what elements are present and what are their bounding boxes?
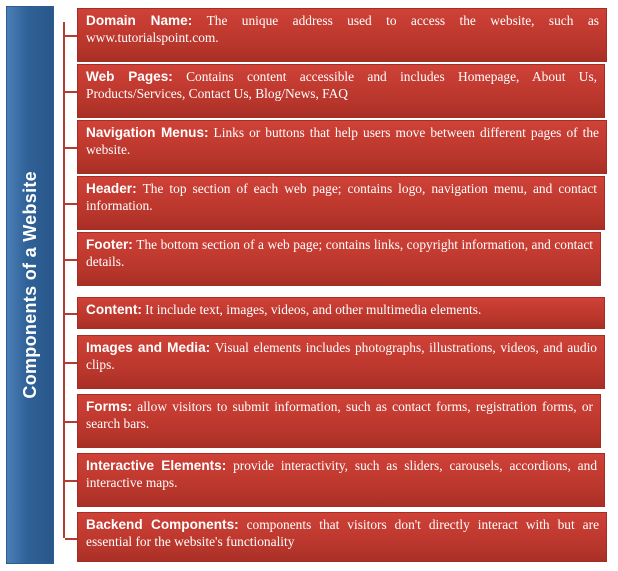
list-item [77, 176, 605, 230]
connector-tick [65, 538, 77, 540]
list-item-label: Web Pages: [86, 69, 173, 84]
diagram-title-bar [6, 6, 54, 564]
connector-tick [65, 362, 77, 364]
list-item [77, 232, 601, 286]
list-item [77, 335, 605, 389]
list-item-description: The bottom section of a web page; contains links, copyright information, and contact details. [86, 237, 594, 269]
list-item [77, 453, 605, 507]
connector-tick [65, 147, 77, 149]
connector-tick [65, 203, 77, 205]
list-item-label: Navigation Menus: [86, 125, 209, 140]
list-item-description: allow visitors to submit information, such as contact forms, registration forms, or search bars. [86, 399, 593, 431]
page-title: Components of a Website [19, 171, 40, 399]
list-item-label: Backend Components: [86, 517, 239, 532]
list-item [77, 8, 607, 62]
list-item [77, 120, 607, 174]
list-item [77, 512, 607, 562]
list-item-label: Forms: [86, 399, 133, 414]
connector-tick [65, 313, 77, 315]
list-item [77, 297, 605, 329]
connector-tick [65, 421, 77, 423]
list-item-label: Content: [86, 302, 142, 317]
list-item-description: Contains content accessible and includes Homepage, About Us, Products/Services, Contact Us, Blog/News, FAQ [86, 69, 598, 101]
list-item-label: Interactive Elements: [86, 458, 227, 473]
list-item-label: Footer: [86, 237, 133, 252]
connector-tick [65, 91, 77, 93]
list-item-description: The top section of each web page; contains logo, navigation menu, and contact information. [86, 181, 597, 213]
connector-tick [65, 259, 77, 261]
list-item-description: Links or buttons that help users move between different pages of the website. [86, 125, 599, 157]
list-item-description: It include text, images, videos, and other multimedia elements. [145, 302, 482, 317]
list-item-description: Visual elements includes photographs, illustrations, videos, and audio clips. [86, 340, 597, 372]
rows-container [65, 4, 613, 566]
connector-tick [65, 480, 77, 482]
list-item-description: provide interactivity, such as sliders, carousels, accordions, and interactive maps. [86, 458, 598, 490]
list-item-label: Domain Name: [86, 13, 193, 28]
list-item-description: The unique address used to access the website, such as www.tutorialspoint.com. [86, 13, 599, 45]
list-item-description: components that visitors don't directly interact with but are essential for the website's functionality [86, 517, 600, 549]
connector-tick [65, 35, 77, 37]
list-item [77, 64, 605, 118]
list-item [77, 394, 601, 448]
list-item-label: Header: [86, 181, 137, 196]
list-item-label: Images and Media: [86, 340, 211, 355]
